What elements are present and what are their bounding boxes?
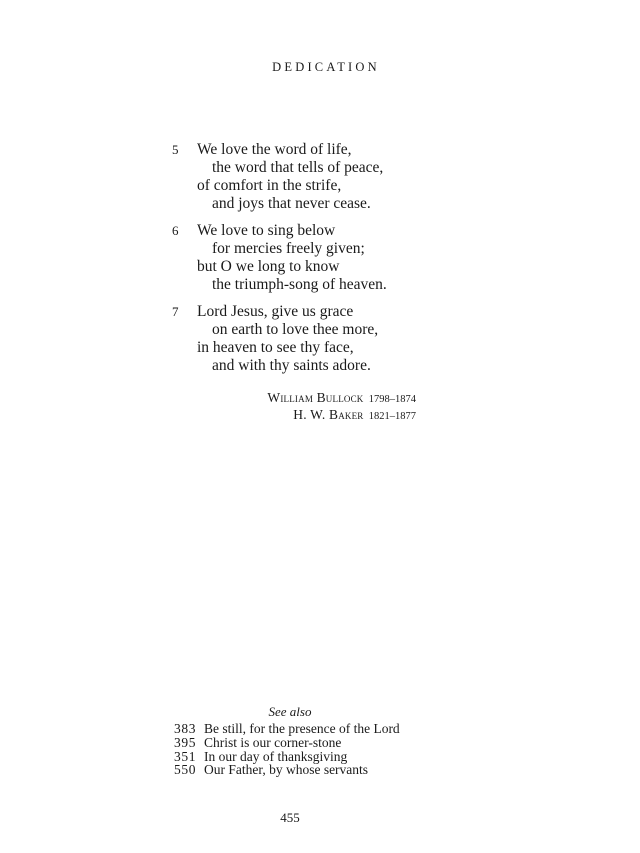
verse-number: 7 xyxy=(172,304,179,319)
see-also-item xyxy=(174,736,400,750)
verse-number: 6 xyxy=(172,223,179,238)
verse-line: We love to sing below xyxy=(197,222,336,239)
verse-line: the word that tells of peace, xyxy=(212,159,384,176)
hymn-number: 550 xyxy=(174,762,197,778)
see-also-item xyxy=(174,750,400,764)
hymn-title: In our day of thanksgiving xyxy=(204,748,348,764)
verse-line: Lord Jesus, give us grace xyxy=(197,303,354,320)
verse-line: for mercies freely given; xyxy=(212,240,365,257)
verse-lines xyxy=(197,222,472,294)
hymn-title: Our Father, by whose servants xyxy=(204,762,369,778)
author-dates: 1821–1877 xyxy=(368,411,416,422)
verse-line: in heaven to see thy face, xyxy=(197,339,354,356)
author-line xyxy=(200,390,416,407)
hymn-title: Be still, for the presence of the Lord xyxy=(204,721,400,736)
verse-lines xyxy=(197,303,472,375)
author-name: William Bullock xyxy=(267,390,364,405)
verse-number: 5 xyxy=(172,142,179,157)
page-number: 455 xyxy=(280,810,300,825)
hymn-verses xyxy=(172,141,472,384)
hymn-title: Christ is our corner-stone xyxy=(204,734,342,750)
verse-line: but O we long to know xyxy=(197,258,340,275)
hymn-number: 395 xyxy=(174,734,197,750)
author-line xyxy=(200,407,416,424)
see-also-heading: See also xyxy=(268,704,312,719)
running-head: DEDICATION xyxy=(272,60,380,74)
verse-line: of comfort in the strife, xyxy=(197,177,342,194)
verse-line: and with thy saints adore. xyxy=(212,357,371,374)
verse-lines xyxy=(197,141,472,213)
verse-6 xyxy=(172,222,472,294)
author-dates: 1798–1874 xyxy=(368,394,416,405)
author-attribution xyxy=(200,390,416,424)
author-name: H. W. Baker xyxy=(293,407,364,422)
see-also-list xyxy=(174,722,400,777)
verse-line: and joys that never cease. xyxy=(212,195,371,212)
see-also-item xyxy=(174,763,400,777)
verse-7 xyxy=(172,303,472,375)
hymn-number: 383 xyxy=(174,721,197,736)
see-also-item xyxy=(174,722,400,736)
verse-line: the triumph-song of heaven. xyxy=(212,276,387,293)
hymn-number: 351 xyxy=(174,748,197,764)
verse-5 xyxy=(172,141,472,213)
verse-line: on earth to love thee more, xyxy=(212,321,379,338)
verse-line: We love the word of life, xyxy=(197,141,352,158)
